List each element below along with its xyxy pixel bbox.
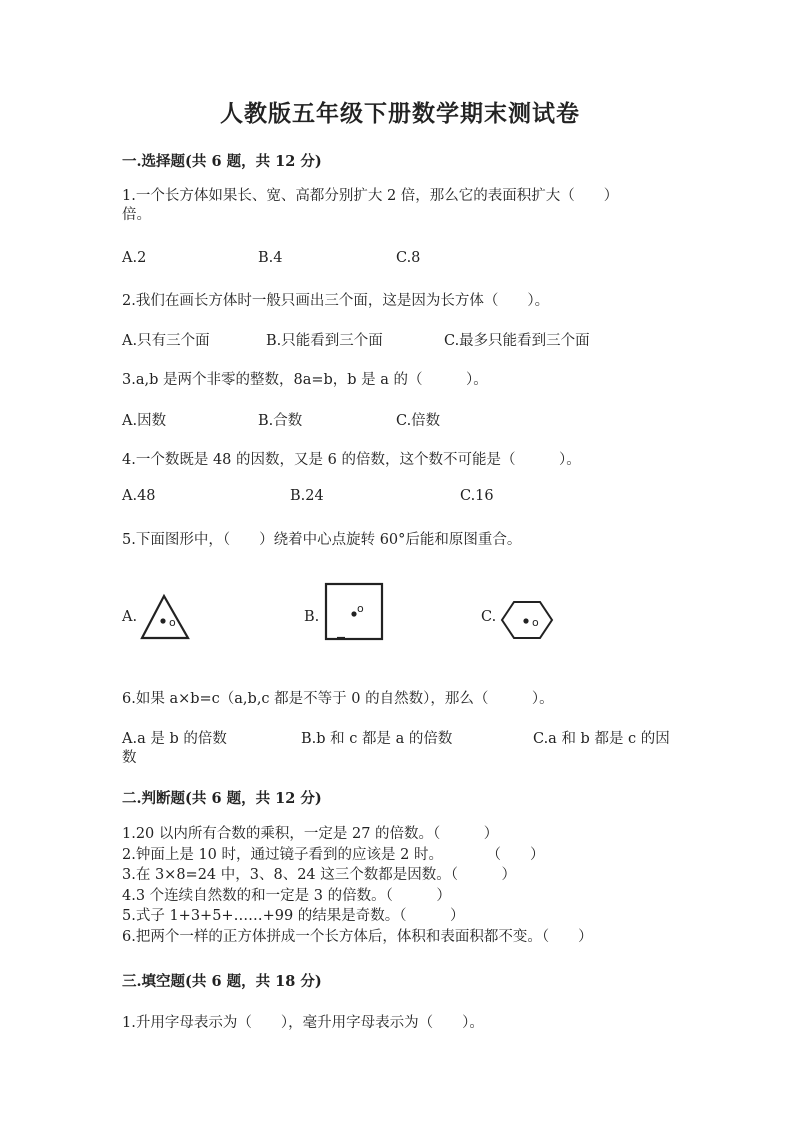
question-5: 5.下面图形中，（ ）绕着中心点旋转 60°后能和原图重合。 xyxy=(122,532,522,548)
q3-option-c: C.倍数 xyxy=(396,413,441,429)
question-1 xyxy=(122,187,682,225)
hexagon-shape xyxy=(500,599,554,641)
q5-option-c-label: C. xyxy=(481,609,497,625)
q1-option-b: B.4 xyxy=(258,250,283,266)
page-title: 人教版五年级下册数学期末测试卷 xyxy=(220,100,580,127)
judgement-item: 2.钟面上是 10 时，通过镜子看到的应该是 2 时。 （ ） xyxy=(122,846,545,863)
q4-option-b: B.24 xyxy=(290,488,324,504)
q6-option-c: C.a 和 b 都是 c 的因 xyxy=(533,731,670,747)
section-heading-judgement: 二.判断题(共 6 题，共 12 分) xyxy=(122,790,322,807)
question-1-line1: 1.一个长方体如果长、宽、高都分别扩大 2 倍，那么它的表面积扩大（ ） xyxy=(122,188,619,204)
fill-question-1: 1.升用字母表示为（ ），毫升用字母表示为（ ）。 xyxy=(122,1015,484,1031)
judgement-item: 4.3 个连续自然数的和一定是 3 的倍数。（ ） xyxy=(122,887,451,904)
q4-option-a: A.48 xyxy=(122,488,156,504)
question-1-line2: 倍。 xyxy=(122,207,151,223)
q3-option-a: A.因数 xyxy=(122,413,167,429)
q3-option-b: B.合数 xyxy=(258,413,303,429)
q1-option-c: C.8 xyxy=(396,250,421,266)
section-heading-fill-blank: 三.填空题(共 6 题，共 18 分) xyxy=(122,973,322,990)
square-mark: o xyxy=(357,602,364,615)
q6-option-b: B.b 和 c 都是 a 的倍数 xyxy=(301,731,453,747)
q4-option-c: C.16 xyxy=(460,488,494,504)
question-6: 6.如果 a×b=c（a,b,c 都是不等于 0 的自然数），那么（ ）。 xyxy=(122,691,554,707)
q6-option-a: A.a 是 b 的倍数 xyxy=(122,731,227,747)
triangle-center-dot xyxy=(160,618,165,623)
q6-option-wrap: 数 xyxy=(122,750,137,766)
triangle-shape xyxy=(140,593,192,641)
judgement-item: 1.20 以内所有合数的乘积，一定是 27 的倍数。（ ） xyxy=(122,826,499,842)
hexagon-mark: o xyxy=(532,616,539,629)
triangle-mark: o xyxy=(169,616,176,629)
question-3: 3.a,b 是两个非零的整数，8a=b，b 是 a 的（ ）。 xyxy=(122,372,488,388)
q5-option-a-label: A. xyxy=(122,609,138,625)
q2-option-b: B.只能看到三个面 xyxy=(266,333,383,349)
judgement-item: 3.在 3×8=24 中，3、8、24 这三个数都是因数。（ ） xyxy=(122,867,517,883)
section-heading-choice: 一.选择题(共 6 题，共 12 分) xyxy=(122,153,322,170)
judgement-list xyxy=(122,824,593,947)
square-center-dot xyxy=(351,611,356,616)
judgement-item: 6.把两个一样的正方体拼成一个长方体后，体积和表面积都不变。（ ） xyxy=(122,928,593,945)
judgement-item: 5.式子 1+3+5+……+99 的结果是奇数。（ ） xyxy=(122,908,465,924)
question-4: 4.一个数既是 48 的因数，又是 6 的倍数，这个数不可能是（ ）。 xyxy=(122,452,581,468)
q5-option-b-label: B. xyxy=(304,609,320,625)
question-2: 2.我们在画长方体时一般只画出三个面，这是因为长方体（ ）。 xyxy=(122,293,550,309)
q2-option-c: C.最多只能看到三个面 xyxy=(444,333,590,349)
square-shape xyxy=(322,581,386,643)
q2-option-a: A.只有三个面 xyxy=(122,333,210,349)
q1-option-a: A.2 xyxy=(122,250,147,266)
hexagon-center-dot xyxy=(523,618,528,623)
